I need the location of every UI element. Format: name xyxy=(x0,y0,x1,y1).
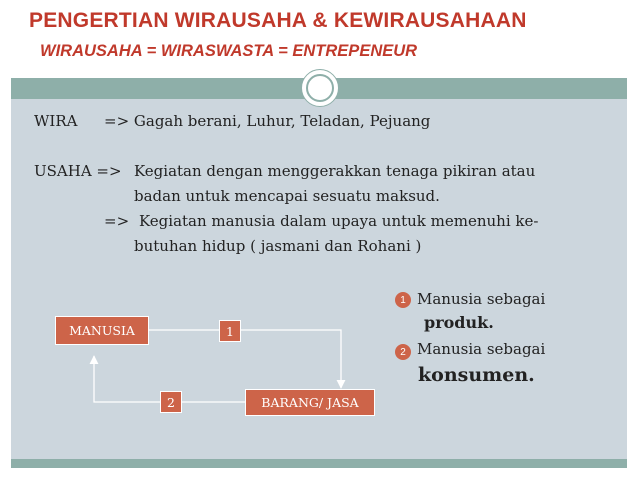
legend-1-bold: produk. xyxy=(424,313,494,332)
usaha-line-3: Kegiatan manusia dalam upaya untuk memenuhi ke- xyxy=(139,212,539,230)
usaha-line-1: Kegiatan dengan menggerakkan tenaga pikiran atau xyxy=(134,162,536,180)
usaha-line-4: butuhan hidup ( jasmani dan Rohani ) xyxy=(134,237,422,255)
legend-2-bold: konsumen. xyxy=(418,364,535,386)
legend-2-text: Manusia sebagai xyxy=(417,340,546,358)
wira-definition: => Gagah berani, Luhur, Teladan, Pejuang xyxy=(104,112,431,130)
manusia-box: MANUSIA xyxy=(55,316,149,345)
arrow-manusia-to-barang xyxy=(149,330,341,388)
usaha-arrow-2: => xyxy=(104,212,130,230)
usaha-line-2: badan untuk mencapai sesuatu maksud. xyxy=(134,187,440,205)
slide-subtitle: WIRAUSAHA = WIRASWASTA = ENTREPENEUR xyxy=(40,42,418,60)
usaha-term: USAHA => xyxy=(34,162,122,180)
wira-term: WIRA xyxy=(34,112,78,130)
slide-title: PENGERTIAN WIRAUSAHA & KEWIRAUSAHAAN xyxy=(29,9,527,32)
barang-jasa-box: BARANG/ JASA xyxy=(245,389,375,416)
legend-2-badge: 2 xyxy=(395,344,411,360)
step-2-badge: 2 xyxy=(160,391,182,413)
legend-1-text: Manusia sebagai xyxy=(417,290,546,308)
legend-1-badge: 1 xyxy=(395,292,411,308)
step-1-badge: 1 xyxy=(219,320,241,342)
